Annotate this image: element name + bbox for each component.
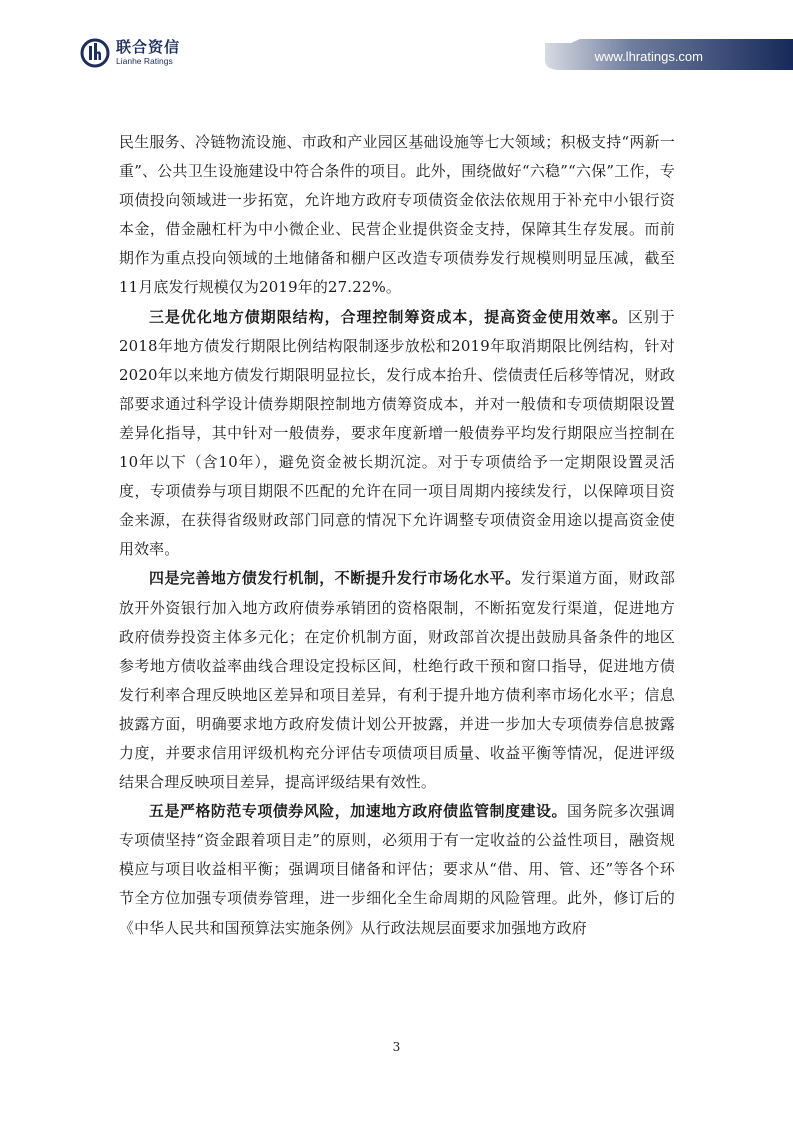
paragraph-text: 发行渠道方面，财政部放开外资银行加入地方政府债券承销团的资格限制，不断拓宽发行渠道，促进地方政府债券投资主体多元化；在定价机制方面，财政部首次提出鼓励具备条件的地区参考地方债收益率曲线合理设定投标区间，杜绝行政干预和窗口指导，促进地方债发行利率合理反映地区差异和项目差异，有利于提升地方债利率市场化水平；信息披露方面，明确要求地方政府发债计划公开披露，并进一步加大专项债券信息披露力度，并要求信用评级机构充分评估专项债项目质量、收益平衡等情况，促进评级结果合理反映项目差异，提高评级结果有效性。 bbox=[119, 569, 675, 792]
logo-english-name: Lianhe Ratings bbox=[116, 56, 173, 67]
website-url[interactable]: www.lhratings.com bbox=[594, 49, 703, 64]
header-band bbox=[0, 0, 793, 80]
document-body bbox=[119, 128, 675, 943]
paragraph-text: 国务院多次强调专项债坚持“资金跟着项目走”的原则，必须用于有一定收益的公益性项目，融资规模应与项目收益相平衡；强调项目储备和评估；要求从“借、用、管、还”等各个环节全方位加强专项债券管理，进一步细化全生命周期的风险管理。此外，修订后的《中华人民共和国预算法实施条例》从行政法规层面要求加强地方政府 bbox=[119, 802, 675, 937]
paragraph-risk-control bbox=[119, 797, 675, 942]
paragraph-text: 区别于2018年地方债发行期限比例结构限制逐步放松和2019年取消期限比例结构，针对2020年以来地方债发行期限明显拉长，发行成本抬升、偿债责任后移等情况，财政部要求通过科学设计债券期限控制地方债筹资成本，并对一般债和专项债期限设置差异化指导，其中针对一般债券，要求年度新增一般债券平均发行期限应当控制在10年以下（含10年），避免资金被长期沉淀。对于专项债给予一定期限设置灵活度，专项债券与项目期限不匹配的允许在同一项目周期内接续发行，以保障项目资金来源，在获得省级财政部门同意的情况下允许调整专项债资金用途以提高资金使用效率。 bbox=[119, 307, 675, 559]
page-header bbox=[0, 0, 793, 80]
logo-chinese-name: 联合资信 bbox=[116, 38, 181, 57]
paragraph-issuance-mechanism bbox=[119, 564, 675, 797]
page-number: 3 bbox=[392, 1040, 401, 1054]
paragraph-heading: 四是完善地方债发行机制，不断提升发行市场化水平。 bbox=[149, 569, 521, 588]
paragraph-heading: 五是严格防范专项债券风险，加速地方政府债监管制度建设。 bbox=[149, 802, 568, 821]
paragraph-heading: 三是优化地方债期限结构，合理控制筹资成本，提高资金使用效率。 bbox=[149, 307, 628, 326]
paragraph-continuation: 民生服务、冷链物流设施、市政和产业园区基础设施等七大领域；积极支持“两新一重”、公共卫生设施建设中符合条件的项目。此外，围绕做好“六稳”“六保”工作，专项债投向领域进一步拓宽，允许地方政府专项债资金依法依规用于补充中小银行资本金，借金融杠杆为中小微企业、民营企业提供资金支持，保障其生存发展。而前期作为重点投向领域的土地储备和棚户区改造专项债券发行规模则明显压减，截至11月底发行规模仅为2019年的27.22%。 bbox=[119, 133, 675, 297]
paragraph-debt-maturity bbox=[119, 303, 675, 565]
